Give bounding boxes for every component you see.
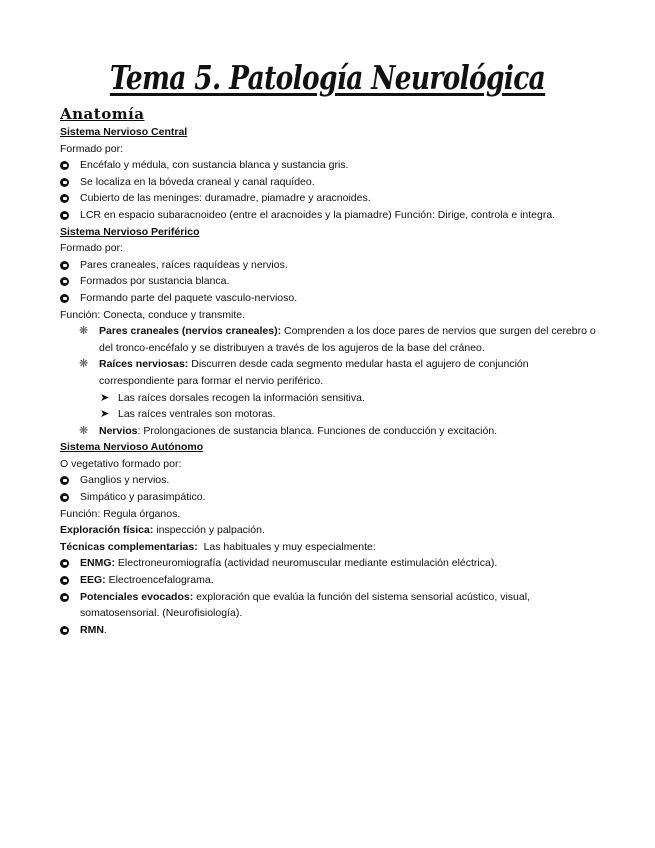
list-item: ENMG: Electroneuromiografía (actividad neuromuscular mediante estimulación eléctrica).: [60, 555, 640, 572]
bullet-icon: [60, 211, 69, 220]
list-item-continuation: correspondiente para formar el nervio periférico.: [99, 374, 324, 387]
bullet-icon: [60, 476, 69, 485]
bullet-icon: [60, 576, 69, 585]
list-item: Cubierto de las meninges: duramadre, piamadre y aracnoides.: [60, 190, 640, 207]
bullet-icon: [60, 626, 69, 635]
asterisk-bullet-icon: ❋: [79, 424, 89, 437]
exploracion-line: Exploración física: inspección y palpación.: [60, 524, 265, 537]
sna-intro: O vegetativo formado por:: [60, 457, 182, 470]
list-item: ❋ Pares craneales (nervios craneales): Comprenden a los doce pares de nervios que surgen del cerebro o: [60, 323, 640, 340]
list-item: Formando parte del paquete vasculo-nervioso.: [60, 290, 640, 307]
bullet-icon: [60, 559, 69, 568]
list-item: Formados por sustancia blanca.: [60, 273, 640, 290]
sna-funcion: Función: Regula órganos.: [60, 507, 181, 520]
list-item: Potenciales evocados: exploración que evalúa la función del sistema sensorial acústico, visual,: [60, 589, 640, 606]
list-item: ❋ Raíces nerviosas: Discurren desde cada segmento medular hasta el agujero de conjunción: [60, 356, 640, 373]
snc-intro: Formado por:: [60, 142, 124, 155]
heading-snp: Sistema Nervioso Periférico: [60, 225, 200, 238]
arrow-bullet-icon: ➤: [100, 408, 110, 421]
bullet-icon: [60, 277, 69, 286]
list-item: Ganglios y nervios.: [60, 472, 640, 489]
bullet-icon: [60, 593, 69, 602]
bullet-icon: [60, 294, 69, 303]
list-item: ➤ Las raíces ventrales son motoras.: [60, 406, 640, 423]
list-item: LCR en espacio subaracnoideo (entre el aracnoides y la piamadre) Función: Dirige, controla e integra.: [60, 207, 640, 224]
list-item: ➤ Las raíces dorsales recogen la información sensitiva.: [60, 390, 640, 407]
list-item: ❋ Nervios: Prolongaciones de sustancia blanca. Funciones de conducción y excitación.: [60, 423, 640, 440]
list-item-continuation: somatosensorial. (Neurofisiología).: [80, 607, 243, 620]
list-item: EEG: Electroencefalograma.: [60, 572, 640, 589]
snp-funcion: Función: Conecta, conduce y transmite.: [60, 308, 246, 321]
list-item: Simpático y parasimpático.: [60, 489, 640, 506]
arrow-bullet-icon: ➤: [100, 391, 110, 404]
bullet-icon: [60, 261, 69, 270]
asterisk-bullet-icon: ❋: [79, 358, 89, 371]
heading-sna: Sistema Nervioso Autónomo: [60, 441, 204, 454]
snp-intro: Formado por:: [60, 242, 124, 255]
list-item: Encéfalo y médula, con sustancia blanca y sustancia gris.: [60, 157, 640, 174]
asterisk-bullet-icon: ❋: [79, 325, 89, 338]
document-body: [60, 104, 640, 638]
bullet-icon: [60, 194, 69, 203]
section-heading-anatomia: Anatomía: [60, 105, 145, 123]
page-title: Tema 5. Patología Neurológica: [109, 58, 546, 97]
bullet-icon: [60, 178, 69, 187]
list-item-continuation: del tronco-encéfalo y se distribuyen a través de los agujeros de la base del cráneo.: [99, 341, 485, 354]
list-item: Se localiza en la bóveda craneal y canal raquídeo.: [60, 174, 640, 191]
heading-snc: Sistema Nervioso Central: [60, 126, 188, 138]
tecnicas-line: Técnicas complementarias: Las habituales y muy especialmente:: [60, 540, 376, 553]
bullet-icon: [60, 493, 69, 502]
list-item: Pares craneales, raíces raquídeas y nervios.: [60, 257, 640, 274]
list-item: RMN.: [60, 622, 640, 639]
bullet-icon: [60, 161, 69, 170]
